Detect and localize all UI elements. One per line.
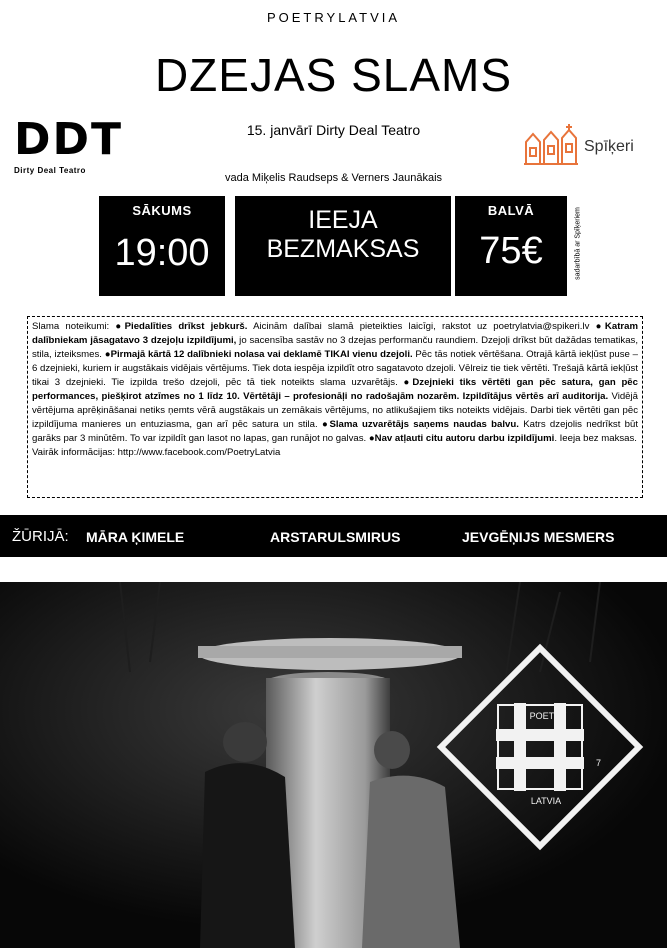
entry-line-1: IEEJA <box>308 206 378 234</box>
rule-bold-2: ●Katram dalībniekam jāsagatavo 3 dzejoļu izpildījumi, <box>32 321 638 346</box>
entry-line-2: BEZMAKSAS <box>266 235 420 263</box>
rule-text-4: Vidējā vērtējuma aprēķināšanai netiks ņemts vērā augstākais un zemākais vērtējums, no atlikušajiem tiks noteikts vidējais. Darbi tiek vērtēti gan pēc izpildījuma manieres un entuziasma, gan arī pēc satura un stila. <box>32 391 638 430</box>
photo-logo-bottom: LATVIA <box>530 796 562 806</box>
prize-value: 75€ <box>479 230 543 272</box>
jury-member-2: ARSTARULSMIRUS <box>270 529 401 545</box>
jury-member-3: JEVGĒŅIJS MESMERS <box>462 529 615 545</box>
prize-box <box>455 196 567 296</box>
rule-bold-1: ●Piedalīties drīkst jebkurš. <box>115 321 248 332</box>
rule-bold-4: ●Dzejnieki tiks vērtēti gan pēc satura, gan pēc performances, piešķirot atzīmes no 1 līdz 10. Vērtētāji – profesionāļi no radošajām nozarēm. Izpildītājus vērtēs arī auditorija. <box>32 377 638 402</box>
event-photo <box>0 582 667 948</box>
sponsor-note <box>572 196 584 296</box>
rules-box <box>27 316 643 498</box>
event-info-bar <box>99 196 567 296</box>
org-name: POETRYLATVIA <box>266 10 401 25</box>
start-label: SĀKUMS <box>132 203 192 218</box>
rule-bold-6: ●Nav atļauti citu autoru darbu izpildījumi <box>368 433 555 444</box>
rule-bold-3: ●Pirmajā kārtā 12 dalībnieki nolasa vai deklamē TIKAI vienu dzejoli. <box>104 349 413 360</box>
sponsor-note-text: sadarbībā ar Spīķeriem <box>574 207 582 280</box>
rule-text-2: jo sacensība sastāv no 3 dzejas performanču raundiem. Dzejoļi drīkst būt dažādas tematikas, stila, izteiksmes. <box>32 335 638 360</box>
ddt-logo-subtitle: Dirty Deal Teatro <box>14 166 86 175</box>
event-date: 15. janvārī Dirty Deal Teatro <box>246 122 421 138</box>
spikeri-logo-text: Spīķeri <box>584 138 634 155</box>
rule-text-5: Katrs dzejolis nedrīkst būt garāks par 3 minūtēm. To var izpildīt gan lasot no lapas, gan runājot no galvas. <box>32 419 639 444</box>
photo-logo-number: 7 <box>596 758 602 768</box>
rule-text-3: Pēc tās notiek vērtēšana. Otrajā kārtā iekļūst puse – 6 dzejnieki, kuriem ir augstākais vidējais vērtējums. Tiek dota iespēja izpildīt otro sagatavoto dzejoli. Vēlreiz tie tiek vērtēti. Trešajā kārtā iekļūst tikai 3 dzejnieki. Tie izpilda trešo dzejoli, pēc tā tiek noteikts slama uzvarētājs. <box>32 349 638 388</box>
ddt-logo-letters: DDT <box>14 114 124 165</box>
hosts-line: vada Miķelis Raudseps & Verners Jaunākais <box>224 172 443 184</box>
page-title: DZEJAS SLAMS <box>154 49 513 101</box>
photo-scene <box>0 582 667 948</box>
rule-bold-5: ●Slama uzvarētājs saņems naudas balvu. <box>322 419 519 430</box>
start-time: 19:00 <box>114 232 210 274</box>
prize-label: BALVĀ <box>487 203 535 218</box>
more-info-link[interactable]: Vairāk informācijas: http://www.facebook.com/PoetryLatvia <box>32 447 281 458</box>
rule-text-1: Aicinām dalībai slamā pieteikties laicīgi, rakstot uz poetrylatvia@spikeri.lv <box>247 321 596 332</box>
start-time-box <box>99 196 225 296</box>
jury-member-1: MĀRA ĶIMELE <box>86 529 185 545</box>
entry-box <box>235 196 451 296</box>
jury-bar <box>0 515 667 557</box>
rule-text-6: . Ieeja bez maksas. <box>554 433 637 444</box>
spikeri-logo <box>522 124 662 168</box>
rules-lead: Slama noteikumi: <box>32 321 116 332</box>
jury-label: ŽŪRIJĀ: <box>12 528 69 545</box>
photo-logo-top: POETRY <box>529 711 567 721</box>
spikeri-buildings-icon <box>522 124 582 168</box>
